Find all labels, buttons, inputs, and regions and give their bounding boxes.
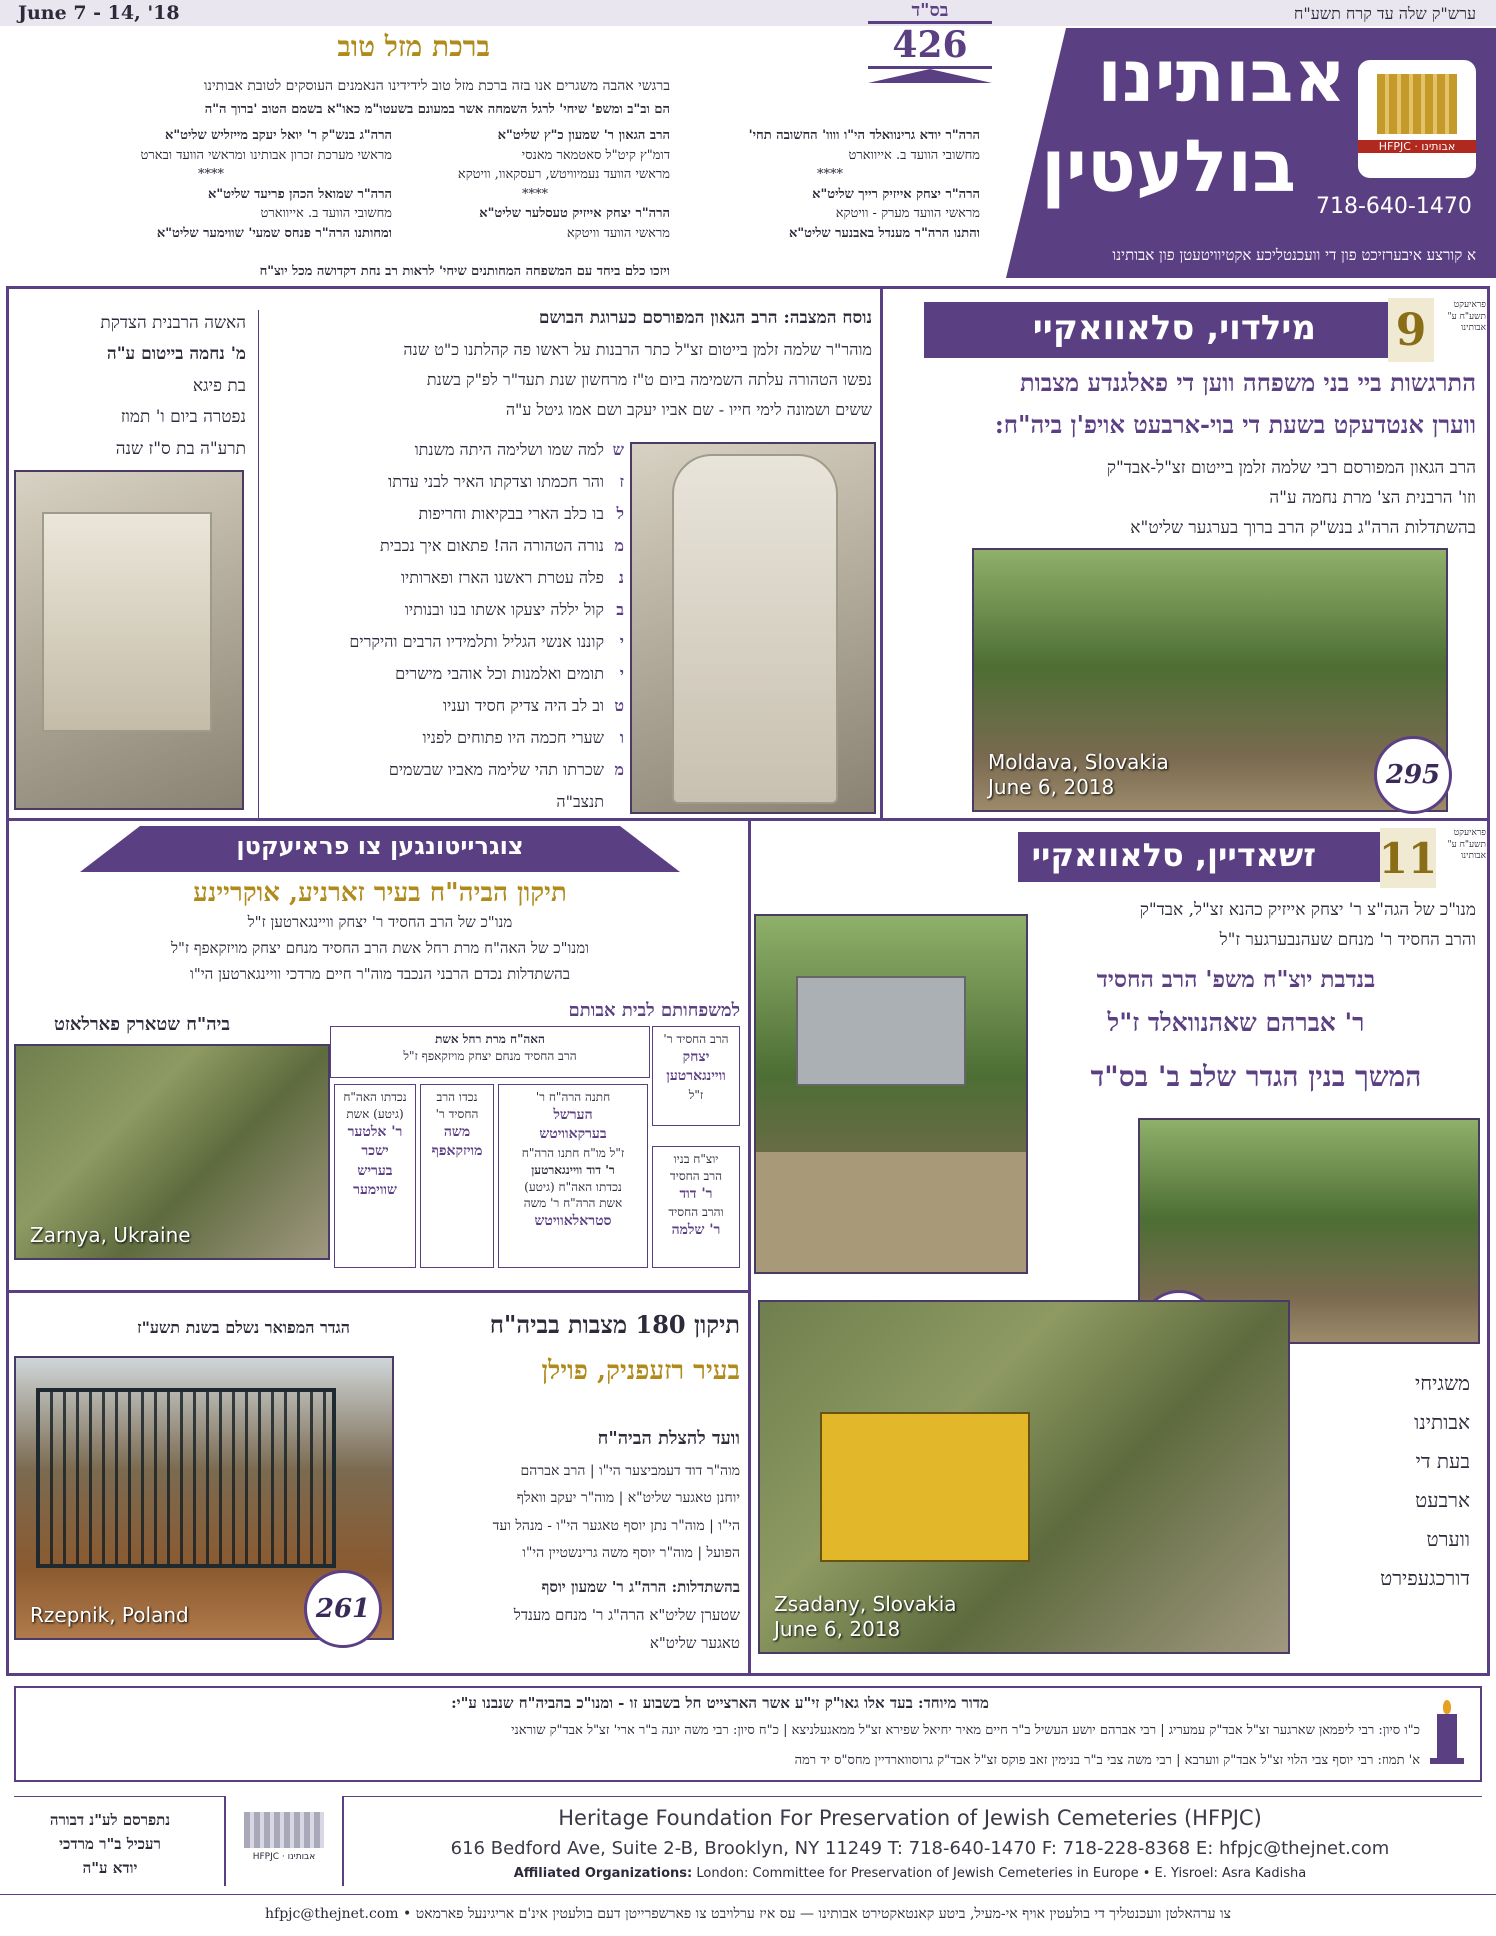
rzepnik-committee: וועד להצלת הביה"ח <box>597 1428 740 1449</box>
rzepnik-title-2: בעיר רזעפניק, פוילן <box>541 1356 740 1386</box>
szadany-head-1: בנדבת יוצ"ח משפ' הרב החסיד <box>1096 966 1376 993</box>
tree-c3f: שווימער <box>353 1182 397 1199</box>
rzepnik-efforts: בהשתדלות: הרה"ג ר' שמעון יוסף <box>541 1578 740 1596</box>
szadany-caption-place: Zsadany, Slovakia <box>774 1592 957 1616</box>
rzepnik-efforts-3: טאגער שליט"א <box>649 1634 740 1652</box>
rebbetzin-line: בת פיגא <box>192 375 246 396</box>
hfpjc-logo <box>1358 60 1476 178</box>
mazel-tov-intro2: הם וב"ב ומשפ' שיחי' לרגל השמחה אשר במעונם בשעטו"מ כאו"א בשמם הטוב 'ברוך ה"ה <box>204 102 670 117</box>
epitaph-p2: נפשו הטהורה עלתה השמימה ביום ט"ז מרחשון שנת תעד"ר לפ"ק בשנת <box>426 370 872 389</box>
acrostic-closing: תנצב"ה <box>556 792 604 811</box>
date-range: June 7 - 14, '18 <box>18 2 180 24</box>
parsha-line: ערש"ק שלה עד קרח תשע"ח <box>1293 4 1476 23</box>
tree-c2c: משה <box>443 1123 471 1140</box>
dedication-line: רעכיל ב"ר מרדכי <box>59 1835 161 1853</box>
issue-number: 426 <box>868 21 992 69</box>
tree-top-left <box>330 1026 650 1078</box>
szadany-line-1: מנו"כ של הגה"צ ר' יצחק אייזיק כהנא זצ"ל, אבד"ק <box>1139 900 1476 920</box>
acrostic-line: ט וב לב היה צדיק חסיד ועניו <box>443 696 624 715</box>
mt-c3-div: **** <box>198 167 224 182</box>
masthead-tagline: א קורצע איבערזיכט פון די וועכנטליכע אקטיוויטעטן פון אבותינו <box>1112 246 1476 264</box>
supervisor-line: בעת די <box>1415 1449 1470 1473</box>
affiliated-label: Affiliated Organizations: <box>513 1866 693 1881</box>
moldava-badge: 295 <box>1374 736 1452 814</box>
szadany-project-label: פראיעקט תשע"ח ע" אבותינו <box>1447 828 1486 862</box>
mt-c1-4: והתנו הרה"ר מענדל באבנער שליט"א <box>788 225 980 241</box>
tree-right-children <box>652 1146 740 1268</box>
footer-logo <box>224 1796 344 1886</box>
mt-c3-2: הרה"ר שמואל הכהן פריעד שליט"א <box>207 186 392 202</box>
acrostic-line: מ שכרתו תהי שלימה מאביו שבשמים <box>388 760 624 779</box>
rzepnik-efforts-2: שטערן שליט"א הרה"ג ר' מנחם מענדל <box>513 1606 740 1624</box>
supervisor-line: אבותינו <box>1414 1410 1470 1434</box>
rebbetzin-line: האשה הרבנית הצדקת <box>100 313 246 333</box>
tree-tr-4: ז"ל <box>688 1087 704 1102</box>
rebbetzin-stone <box>42 512 212 732</box>
footer-building-icon <box>244 1812 324 1848</box>
mazel-tov-footer: ויזכו כלם ביחד עם המשפחה המחותנים שיחי' לראות רב נחת דקדושה מכל יוצ"ח <box>259 264 670 279</box>
mt-c2-1: דומ"ץ קיט"ל סאטמאר מאנסי <box>521 147 670 163</box>
tree-r1d: והרב החסיד <box>668 1205 724 1220</box>
memorial-title: מדור מיוחד: בעד אלו גאו"ק זי"ע אשר הארצייט חל בשבוע זו - ומנו"כ בהביה"ח שנבנו ע"י: <box>451 1694 989 1712</box>
moldava-title: מילדוי, סלאוואקיי <box>1032 308 1316 348</box>
top-strip <box>0 0 1496 26</box>
acrostic-line: מ נורה הטהורה הה! פתאום איך נכבית <box>379 536 624 555</box>
acrostic-line: ז והר חכמתו וצדקתו האיר לבני עדתו <box>388 472 624 491</box>
logo-text: HFPJC · אבותינו <box>1358 140 1476 153</box>
truck-shape <box>796 976 966 1086</box>
supervisor-line: ארבעט <box>1415 1488 1470 1512</box>
tree-top-left-1: האה"ח מרת רחל אשת <box>435 1032 545 1046</box>
tree-c3d: ישכר <box>361 1143 389 1160</box>
epitaph-photo <box>630 442 876 814</box>
mt-c2-3: הרה"ר יצחק אייזיק טעסלער שליט"א <box>479 206 670 221</box>
moldava-headline-2: ווערן אנטדעקט בשעת די בוי-ארבעט אויפ'ן ביה"ח: <box>994 410 1476 439</box>
committee-member: הפועל | מוה"ר יוסף משה גרינשטיין הי"ו <box>522 1544 740 1561</box>
tree-c3b: (גיטע) אשת <box>346 1106 404 1121</box>
moldava-caption-place: Moldava, Slovakia <box>988 750 1169 774</box>
tree-r1e: ר' שלמה <box>671 1221 721 1238</box>
tree-c2d: מויזקאפף <box>431 1143 483 1160</box>
tree-tr-1: הרב החסיד ר' <box>663 1032 729 1046</box>
gravel-pile <box>756 1152 1026 1272</box>
mt-c2-2: מראשי הוועד נעמיוויטש, רעסקאוו, וויטקא <box>457 167 670 182</box>
tree-child-1 <box>498 1084 648 1268</box>
rzepnik-title: תיקון 180 מצבות בביה"ח <box>489 1310 740 1339</box>
zarnya-line-3: בהשתדלות נכדם הרבני הנכבד מוה"ר חיים מרדכי וויינגארטען הי"ו <box>190 965 570 983</box>
moldava-project-label: פראיעקט תשע"ח ע" אבותינו <box>1447 300 1486 334</box>
acrostic-line: ו שערי חכמה היו פתוחים לפניו <box>422 728 624 747</box>
moldava-photo-caption <box>988 750 1169 800</box>
mt-c3-4: ומחותנו הרה"ר פנחס שמעי' שווימער שליט"א <box>156 225 392 241</box>
mt-c1-2: הרה"ר יצחק אייזיק רייך שליט"א <box>812 186 980 202</box>
moldava-caption-date: June 6, 2018 <box>988 775 1115 799</box>
mt-c1-div: **** <box>817 167 843 182</box>
tree-top-right <box>652 1026 740 1126</box>
mt-c1-0: הרה"ר יודא גרינוואלד הי"ו וווו' החשובה תחי' <box>748 128 980 143</box>
zarnya-families-label: למשפחותם לבית אבותם <box>568 1000 740 1021</box>
rebbetzin-line: מ' נחמה בייטום ע"ה <box>106 344 246 365</box>
mt-c2-0: הרב הגאון ר' שמעון כ"ץ שליט"א <box>497 128 670 143</box>
rebbetzin-info <box>20 308 246 465</box>
epitaph-p1: מוהר"ר שלמה זלמן בייטום זצ"ל כתר הרבנות על ראשו פה קהלתנו כ"ט שנה <box>403 340 872 359</box>
footer-logo-text: HFPJC · אבותינו <box>252 1852 316 1862</box>
szadany-photo-excavator <box>758 1300 1290 1654</box>
issue-block <box>868 0 992 100</box>
tree-c1b: הערשל <box>553 1106 593 1123</box>
rebbetzin-line: תרע"ה בת ס"ז שנה <box>115 438 246 459</box>
footer-affiliated <box>380 1866 1440 1881</box>
committee-member: הי"ו | מוה"ר נתן יוסף טאגער הי"ו - מנהל ועד <box>492 1517 740 1534</box>
memorial-row-2: א' תמוז: רבי יוסף צבי הלוי זצ"ל אבד"ק ווערבא | רבי משה צבי ב"ר בנימין זאב פוקס זצ"ל אבד"ק גרוסווארדיין מחס"ס יד רמה <box>794 1753 1420 1768</box>
mt-c2-4: מראשי הוועד וויטקא <box>566 225 670 241</box>
rzepnik-badge: 261 <box>304 1570 382 1648</box>
epitaph-acrostic <box>272 434 624 818</box>
acrostic-line: ל בו כלב הארי בבקיאות וחריפות <box>418 504 624 523</box>
tree-r1c: ר' דוד <box>679 1185 713 1202</box>
szadany-head-2: ר' אברהם שאהנוואלד ז"ל <box>1107 1008 1365 1037</box>
szadany-number: 11 <box>1380 828 1436 888</box>
zarnya-photo <box>14 1044 330 1260</box>
tree-r1a: יוצ"ח בניו <box>673 1152 719 1166</box>
mazel-tov-intro: ברגשי אהבה משגרים אנו בזה ברכת מזל טוב לידידינו הנאמנים העוסקים לטובת אבותינו <box>203 78 670 94</box>
epitaph-p3: ששים ושמונה לימי חייו - שם אביו יעקב ושם אמו גיטל ע"ה <box>505 400 872 419</box>
zarnya-cemetery-label: ביה"ח שטארק פארלאזט <box>53 1014 230 1035</box>
supervisor-line: ווערט <box>1426 1527 1470 1551</box>
zarnya-title: תיקון הביה"ח בעיר זארניע, אוקריינע <box>193 878 567 908</box>
mazel-tov-col2 <box>400 126 670 243</box>
zarnya-line-1: מנו"כ של הרב החסיד ר' יצחק וויינגארטען ז"ל <box>247 913 513 931</box>
mt-c3-0: הרה"ג בנש"ק ר' יואל יעקב מייזליש שליט"א <box>164 128 392 143</box>
footer-bottom-line: צו ערהאלטן וועכנטליך די בולעטין אויף אי-מעיל, ביטע קאנטאקטירט אבותינו — עס איז ערלויבט צו פארשפרייטן דעם בולעטין אינ'ם אריגינעל פארמאט • hfpjc@thejnet.com <box>265 1906 1231 1922</box>
committee-member: יוחנן טאגער שליט"א | מוה"ר יעקב וואלף <box>516 1490 740 1507</box>
szadany-photo-caption <box>774 1592 957 1642</box>
tree-c1h: סטראלאוויטש <box>534 1213 612 1230</box>
tree-c1e: ר' דוד וויינגארטען <box>531 1162 615 1177</box>
dedication-line: נתפרסם לע"נ דבורה <box>49 1811 171 1829</box>
rzepnik-photo-caption: Rzepnik, Poland <box>30 1603 189 1627</box>
supervisor-line: משגיחי <box>1415 1371 1470 1395</box>
dedication-line: יודא ע"ה <box>82 1859 138 1877</box>
szadany-title: זשאדיין, סלאוואקיי <box>1031 836 1316 874</box>
tree-c3a: נכדתו האה"ח <box>343 1090 407 1104</box>
tree-c1f: נכדתו האה"ח (גיטע) <box>524 1179 622 1194</box>
tree-c1g: אשת הרה"ח ר' משה <box>523 1196 623 1211</box>
memorial-row-1: כ"ו סיון: רבי ליפמאן שארגער זצ"ל אבד"ק עמעריג | רבי אברהם יושע העשיל ב"ר חיים מאיר יחיאל שפירא זצ"ל ממאגעלניצא | כ"ח סיון: רבי משה יונה ב"ר ארי' זצ"ל אבד"ק שוראני <box>511 1723 1420 1738</box>
tree-c3c: ר' אלטער <box>347 1123 403 1140</box>
tombstone-shape <box>672 454 838 804</box>
candle-icon <box>1430 1700 1464 1770</box>
tree-r1b: הרב החסיד <box>669 1168 723 1183</box>
tree-c2a: נכדו הרב <box>436 1090 478 1104</box>
mazel-tov-col1 <box>680 126 980 243</box>
masthead-title-1: אבותינו <box>1097 34 1346 118</box>
v-divider-top-2 <box>258 310 259 820</box>
masthead-title-2: בולעטין <box>1041 124 1296 208</box>
masthead-phone: 718-640-1470 <box>1316 194 1472 219</box>
acrostic-line: י קוננו אנשי הגליל ותלמידיו הרבים והיקרים <box>349 632 624 651</box>
gate-shape <box>36 1388 336 1568</box>
tree-top-left-2: הרב החסיד מנחם יצחק מויזקאפף ז"ל <box>403 1048 577 1063</box>
excavator-shape <box>820 1412 1030 1562</box>
committee-member: מוה"ר דוד דעמביצער הי"ו | הרב אברהם <box>520 1463 740 1479</box>
rebbetzin-line: נפטרה ביום ו' תמוז <box>120 407 246 428</box>
szadany-photo-truck <box>754 914 1028 1274</box>
mazel-tov-col3 <box>30 126 392 243</box>
tree-c3e: בעריש <box>357 1162 393 1179</box>
zarnya-banner-text: צוגרייטונגען צו פראיעקטן <box>236 832 524 860</box>
tree-tr-3: וויינגארטען <box>666 1068 726 1085</box>
h-divider-left <box>6 1290 750 1293</box>
footer-dedication <box>20 1808 200 1880</box>
moldava-line-1: הרב הגאון המפורסם רבי שלמה זלמן בייטום זצ"ל-אבד"ק <box>1106 458 1476 478</box>
szadany-line-2: והרב החסיד ר' מנחם שעהנבערגער ז"ל <box>1219 930 1476 950</box>
rzepnik-members <box>404 1458 740 1567</box>
mt-c1-3: מראשי הוועד מערק - וויטקא <box>835 206 980 221</box>
zarnya-photo-caption: Zarnya, Ukraine <box>30 1223 191 1247</box>
footer-address: 616 Bedford Ave, Suite 2-B, Brooklyn, NY 11249 T: 718-640-1470 F: 718-228-8368 E: hfpjc@thejnet.com <box>450 1838 1390 1859</box>
issue-triangle <box>868 69 992 83</box>
mt-c2-div: **** <box>522 186 548 202</box>
building-icon <box>1377 74 1457 134</box>
moldava-number: 9 <box>1388 298 1434 362</box>
v-divider-main <box>748 820 751 1676</box>
acrostic-line: י תומים ואלמנות וכל אוהבי מישרים <box>395 664 624 683</box>
rebbetzin-photo <box>14 470 244 810</box>
tree-tr-2: יצחק <box>682 1048 710 1065</box>
v-divider-top <box>880 288 883 818</box>
rzepnik-gate-label: הגדר המפואר נשלם בשנת תשע"ז <box>137 1318 350 1337</box>
mt-c3-1: מראשי מערכת זכרון אבותינו ומראשי הוועד ובארט <box>140 147 392 163</box>
acrostic-line: נ פלה עטרת ראשנו הארז ופארותיו <box>400 568 624 587</box>
issue-prefix: בס"ד <box>911 0 949 21</box>
szadany-caption-date: June 6, 2018 <box>774 1617 901 1641</box>
footer-org-name: Heritage Foundation For Preservation of Jewish Cemeteries (HFPJC) <box>558 1806 1262 1830</box>
tree-c2b: החסיד ר' <box>435 1106 479 1121</box>
supervisor-line: דורכגעפירט <box>1380 1566 1470 1590</box>
acrostic-line: ש לֹמה שמו ושלימה היתה משנתו <box>414 440 624 459</box>
mazel-tov-title: ברכת מזל טוב <box>337 30 490 63</box>
zarnya-line-2: ומנו"כ של האה"ח מרת רחל אשת הרב החסיד מנחם יצחק מויזקאפף ז"ל <box>171 939 589 957</box>
mt-c1-1: מחשובי הוועד ב. אייווארט <box>848 147 980 163</box>
moldava-line-3: בהשתדלות הרה"ג בנש"ק הרב ברוך בערגער שליט"א <box>1130 518 1476 538</box>
tree-child-2 <box>420 1084 494 1268</box>
epitaph-heading: נוסח המצבה: הרב הגאון המפורסם כערוגת הבושם <box>538 308 872 328</box>
mt-c3-3: מחשובי הוועד ב. אייווארט <box>260 206 392 221</box>
acrostic-line: ב קול יללה יצעקו אשתו בנו ובנותיו <box>404 600 624 619</box>
moldava-line-2: וזו' הרבנית הצ' מרת נחמה ע"ה <box>1269 488 1476 508</box>
szadany-head-3: המשך בנין הגדר שלב ב' בס"ד <box>1090 1060 1422 1093</box>
tree-c1d: ז"ל מו"ח חתנו הרה"ח <box>521 1145 625 1160</box>
tree-c1a: חתנה הרה"ח ר' <box>535 1090 611 1104</box>
moldava-headline-1: התרגשות ביי בני משפחה ווען די פאלגנדע מצבות <box>1019 368 1476 397</box>
tree-c1c: בערקאוויטש <box>539 1126 607 1143</box>
szadany-supervisors <box>1310 1364 1470 1598</box>
tree-child-3 <box>334 1084 416 1268</box>
affiliated-list: London: Committee for Preservation of Jewish Cemeteries in Europe • E. Yisroel: Asra Kadisha <box>696 1866 1307 1881</box>
